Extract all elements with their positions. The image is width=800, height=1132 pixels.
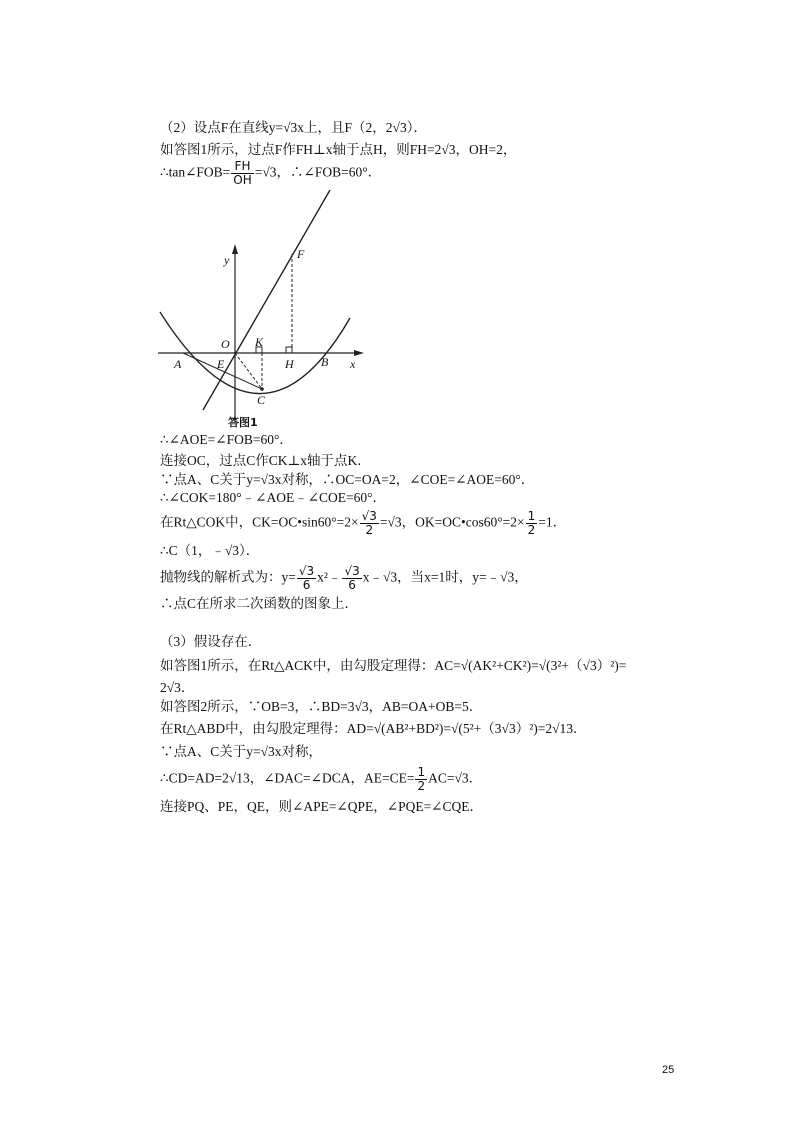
text-line-8	[160, 510, 566, 537]
text-segment: ∴CD=AD=2√13，∠DAC=∠DCA，AE=CE=	[160, 770, 415, 786]
text-line-2: 如答图1所示，过点F作FH⊥x轴于点H，则FH=2√3，OH=2，	[160, 142, 517, 157]
fraction-sqrt3-over-2	[360, 510, 379, 537]
fraction-numerator: 1	[527, 509, 536, 523]
text-line-7: ∴∠COK=180°﹣∠AOE﹣∠COE=60°．	[160, 490, 387, 505]
text-line-14: 2√3．	[160, 680, 195, 695]
fraction-denominator: 2	[365, 523, 374, 537]
text-line-3	[160, 160, 381, 187]
label-a: A	[174, 357, 182, 371]
parabola-figure	[158, 188, 373, 438]
text-segment: 在Rt△COK中，CK=OC•sin60°=2×	[160, 514, 359, 530]
text-line-1: （2）设点F在直线y=√3x上，且F（2，2√3）．	[160, 120, 427, 135]
fraction-denominator: 2	[527, 523, 536, 537]
text-line-15: 如答图2所示，∵OB=3，∴BD=3√3，AB=OA+OB=5．	[160, 699, 483, 714]
fraction-numerator: √3	[361, 509, 377, 523]
text-line-10	[160, 565, 528, 592]
label-o: O	[221, 337, 230, 351]
text-segment: =√3，∴∠FOB=60°．	[254, 164, 382, 180]
text-segment: ∴tan∠FOB=	[160, 164, 231, 180]
text-segment: 抛物线的解析式为：y=	[160, 569, 296, 585]
text-line-17: ∵点A、C关于y=√3x对称，	[160, 744, 323, 759]
fraction-numerator: 1	[417, 765, 426, 779]
page-number: 25	[662, 1064, 675, 1076]
fraction-1-over-2	[526, 510, 538, 537]
fraction-numerator: √3	[298, 564, 315, 578]
text-line-9: ∴C（1，﹣√3）．	[160, 543, 260, 558]
text-line-6: ∵点A、C关于y=√3x对称，∴OC=OA=2，∠COE=∠AOE=60°．	[160, 472, 535, 487]
text-line-18	[160, 766, 482, 793]
label-b: B	[321, 355, 329, 369]
fraction-denominator: 6	[348, 578, 356, 592]
fraction-sqrt3-over-6	[297, 565, 316, 592]
label-x: x	[350, 357, 356, 371]
text-line-19: 连接PQ、PE，QE，则∠APE=∠QPE，∠PQE=∠CQE．	[160, 799, 483, 814]
line-y-sqrt3x	[203, 190, 330, 410]
fraction-fh-oh	[231, 160, 253, 187]
text-segment: x﹣√3，当x=1时，y=﹣√3，	[362, 569, 528, 585]
fraction-sqrt3-over-6-b	[342, 565, 361, 592]
text-line-13: 如答图1所示，在Rt△ACK中，由勾股定理得：AC=√(AK²+CK²)=√(3²+（√3）²)=	[160, 658, 627, 673]
y-axis-arrow-icon	[232, 244, 238, 254]
fraction-denominator: 6	[302, 578, 311, 592]
text-line-12: （3）假设存在．	[160, 634, 262, 649]
right-angle-h-icon	[286, 347, 292, 353]
text-line-5: 连接OC，过点C作CK⊥x轴于点K．	[160, 453, 371, 468]
label-h: H	[285, 357, 294, 371]
text-segment: x²﹣	[317, 569, 342, 585]
fraction-numerator: √3	[344, 564, 360, 578]
point-c	[260, 387, 264, 391]
text-line-16: 在Rt△ABD中，由勾股定理得：AD=√(AB²+BD²)=√(5²+（3√3）²)=2√13．	[160, 721, 587, 736]
fraction-1-over-2-b	[415, 766, 427, 793]
text-segment: =1．	[538, 514, 567, 530]
label-k: K	[255, 335, 264, 349]
text-segment: =√3，OK=OC•cos60°=2×	[379, 514, 525, 530]
text-line-4: ∴∠AOE=∠FOB=60°．	[160, 432, 293, 447]
label-c: C	[257, 393, 266, 407]
text-segment: AC=√3．	[428, 770, 483, 786]
fraction-denominator: 2	[417, 779, 426, 793]
x-axis-arrow-icon	[354, 350, 364, 356]
fraction-numerator: FH	[231, 160, 253, 174]
label-f: F	[297, 247, 305, 261]
label-e: E	[217, 357, 225, 371]
text-line-11: ∴点C在所求二次函数的图象上．	[160, 596, 359, 611]
figure-caption: 答图1	[228, 416, 258, 429]
segment-oc-dashed	[235, 353, 262, 389]
label-y: y	[224, 253, 230, 267]
fraction-denominator: OH	[233, 173, 252, 187]
